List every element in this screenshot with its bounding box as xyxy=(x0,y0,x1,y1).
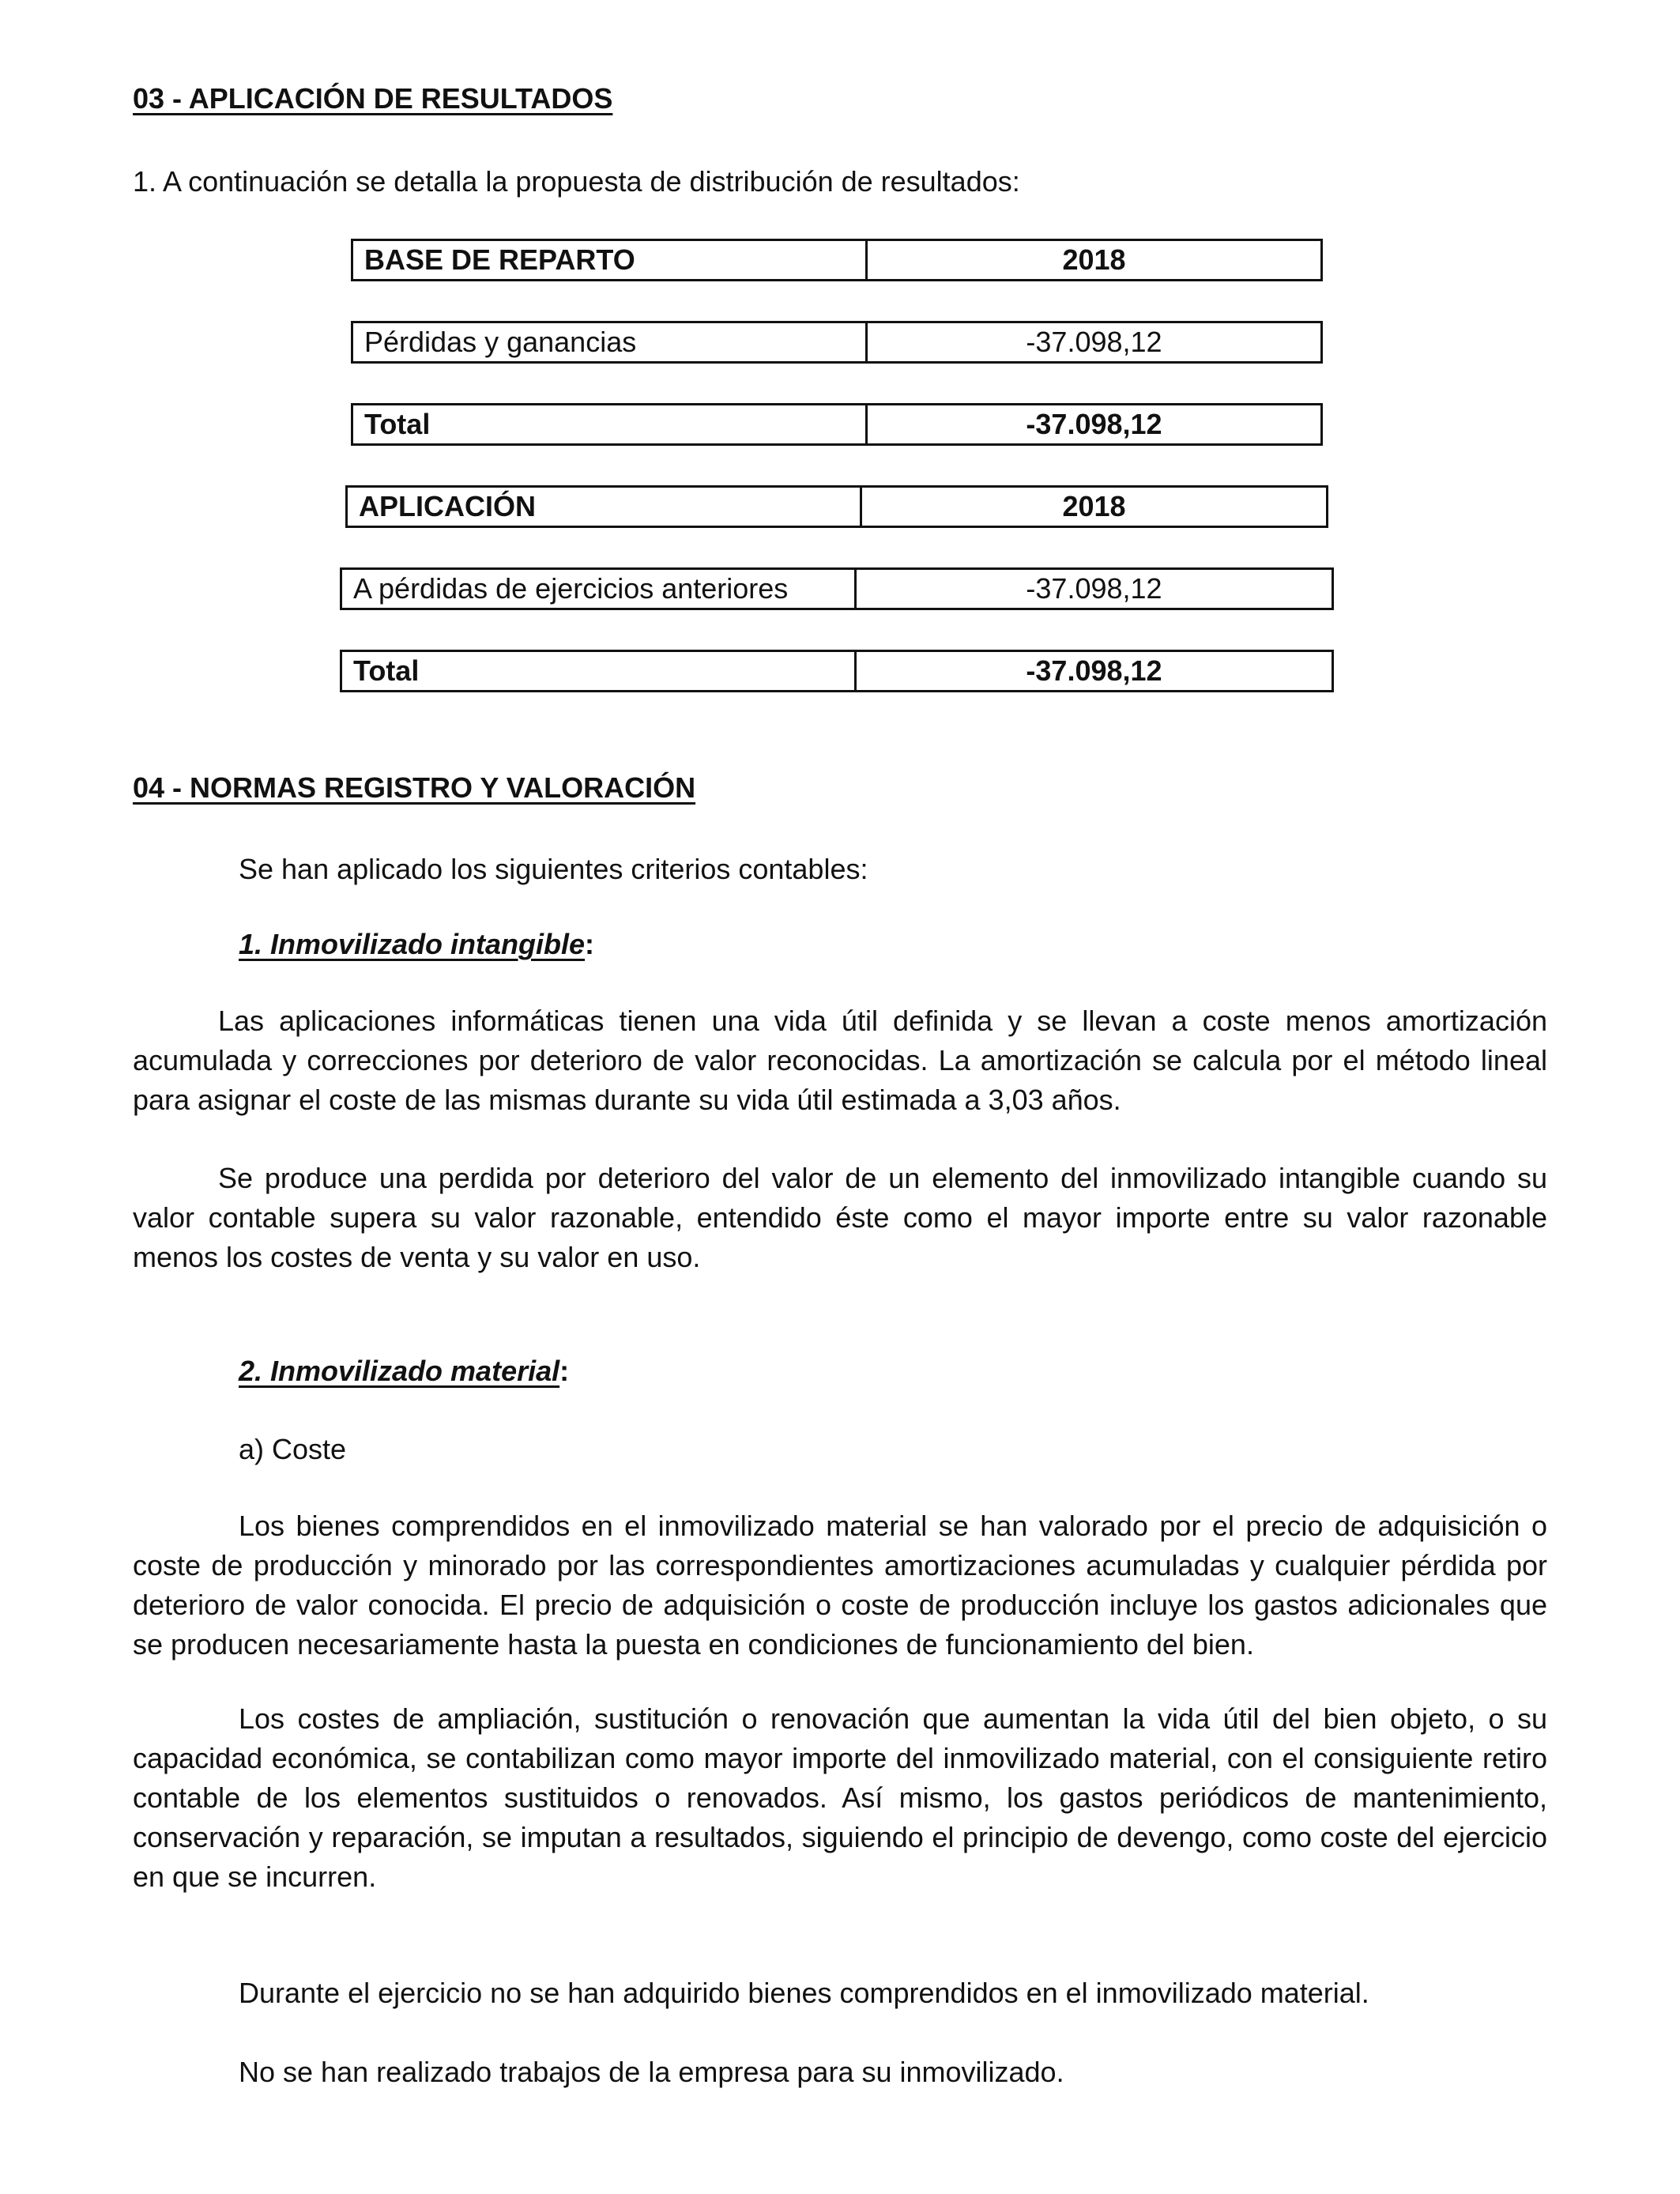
aplicacion-header-label: APLICACIÓN xyxy=(348,488,862,526)
section-3-intro: 1. A continuación se detalla la propuesta de distribución de resultados: xyxy=(133,165,1020,198)
section-3-title: 03 - APLICACIÓN DE RESULTADOS xyxy=(133,82,613,115)
base-total-label: Total xyxy=(353,405,868,443)
intangible-heading xyxy=(239,928,594,961)
intangible-p1-text: Las aplicaciones informáticas tienen una vida útil definida y se llevan a coste menos amortización acumulada y correcciones por deterioro de valor reconocidas. La amortización se calcula por el método lineal para asignar el coste de las mismas durante su vida útil estimada a 3,03 años. xyxy=(133,1005,1547,1116)
base-row-value: -37.098,12 xyxy=(1026,326,1162,358)
material-note-2: No se han realizado trabajos de la empresa para su inmovilizado. xyxy=(239,2056,1064,2088)
material-p2-text: Los costes de ampliación, sustitución o renovación que aumentan la vida útil del bien objeto, o su capacidad económica, se contabilizan como mayor importe del inmovilizado material, con el consiguiente retiro contable de los elementos sustituidos o renovados. Así mismo, los gastos periódicos de mantenimiento, conservación y reparación, se imputan a resultados, siguiendo el principio de devengo, como coste del ejercicio en que se incurren. xyxy=(133,1702,1547,1893)
base-total-value: -37.098,12 xyxy=(1026,408,1162,440)
section-4-intro: Se han aplicado los siguientes criterios contables: xyxy=(239,853,868,885)
material-paragraph-2 xyxy=(133,1699,1547,1897)
aplicacion-data-row xyxy=(340,567,1334,610)
material-heading xyxy=(239,1355,569,1388)
material-p1-text: Los bienes comprendidos en el inmovilizado material se han valorado por el precio de adquisición o coste de producción y minorado por las correspondientes amortizaciones acumuladas y cualquier pérdida por deterioro de valor conocida. El precio de adquisición o coste de producción incluye los gastos adicionales que se producen necesariamente hasta la puesta en condiciones de funcionamiento del bien. xyxy=(133,1510,1547,1661)
intangible-p2-text: Se produce una perdida por deterioro del valor de un elemento del inmovilizado intangible cuando su valor contable supera su valor razonable, entendido éste como el mayor importe entre su valor razonable menos los costes de venta y su valor en uso. xyxy=(133,1162,1547,1273)
intangible-paragraph-1 xyxy=(133,1001,1547,1120)
aplicacion-header-year: 2018 xyxy=(1062,490,1126,522)
base-data-row xyxy=(351,321,1323,364)
base-row-label: Pérdidas y ganancias xyxy=(353,323,868,361)
material-note-1: Durante el ejercicio no se han adquirido bienes comprendidos en el inmovilizado material. xyxy=(239,1977,1369,2009)
section-4-title: 04 - NORMAS REGISTRO Y VALORACIÓN xyxy=(133,771,696,804)
aplicacion-total-label: Total xyxy=(342,652,857,690)
aplicacion-total-row xyxy=(340,650,1334,692)
base-header-row xyxy=(351,239,1323,281)
aplicacion-row-label: A pérdidas de ejercicios anteriores xyxy=(342,570,857,608)
base-header-label: BASE DE REPARTO xyxy=(353,241,868,279)
intangible-title: 1. Inmovilizado intangible xyxy=(239,928,586,960)
base-header-year: 2018 xyxy=(1062,243,1126,276)
material-title: 2. Inmovilizado material xyxy=(239,1355,560,1387)
aplicacion-header-row xyxy=(345,485,1328,528)
material-coste-label: a) Coste xyxy=(239,1433,347,1465)
intangible-colon: : xyxy=(585,928,595,960)
aplicacion-total-value: -37.098,12 xyxy=(1026,654,1162,687)
material-colon: : xyxy=(559,1355,570,1387)
aplicacion-row-value: -37.098,12 xyxy=(1026,572,1162,605)
material-paragraph-1 xyxy=(133,1506,1547,1664)
base-total-row xyxy=(351,403,1323,446)
intangible-paragraph-2 xyxy=(133,1159,1547,1277)
